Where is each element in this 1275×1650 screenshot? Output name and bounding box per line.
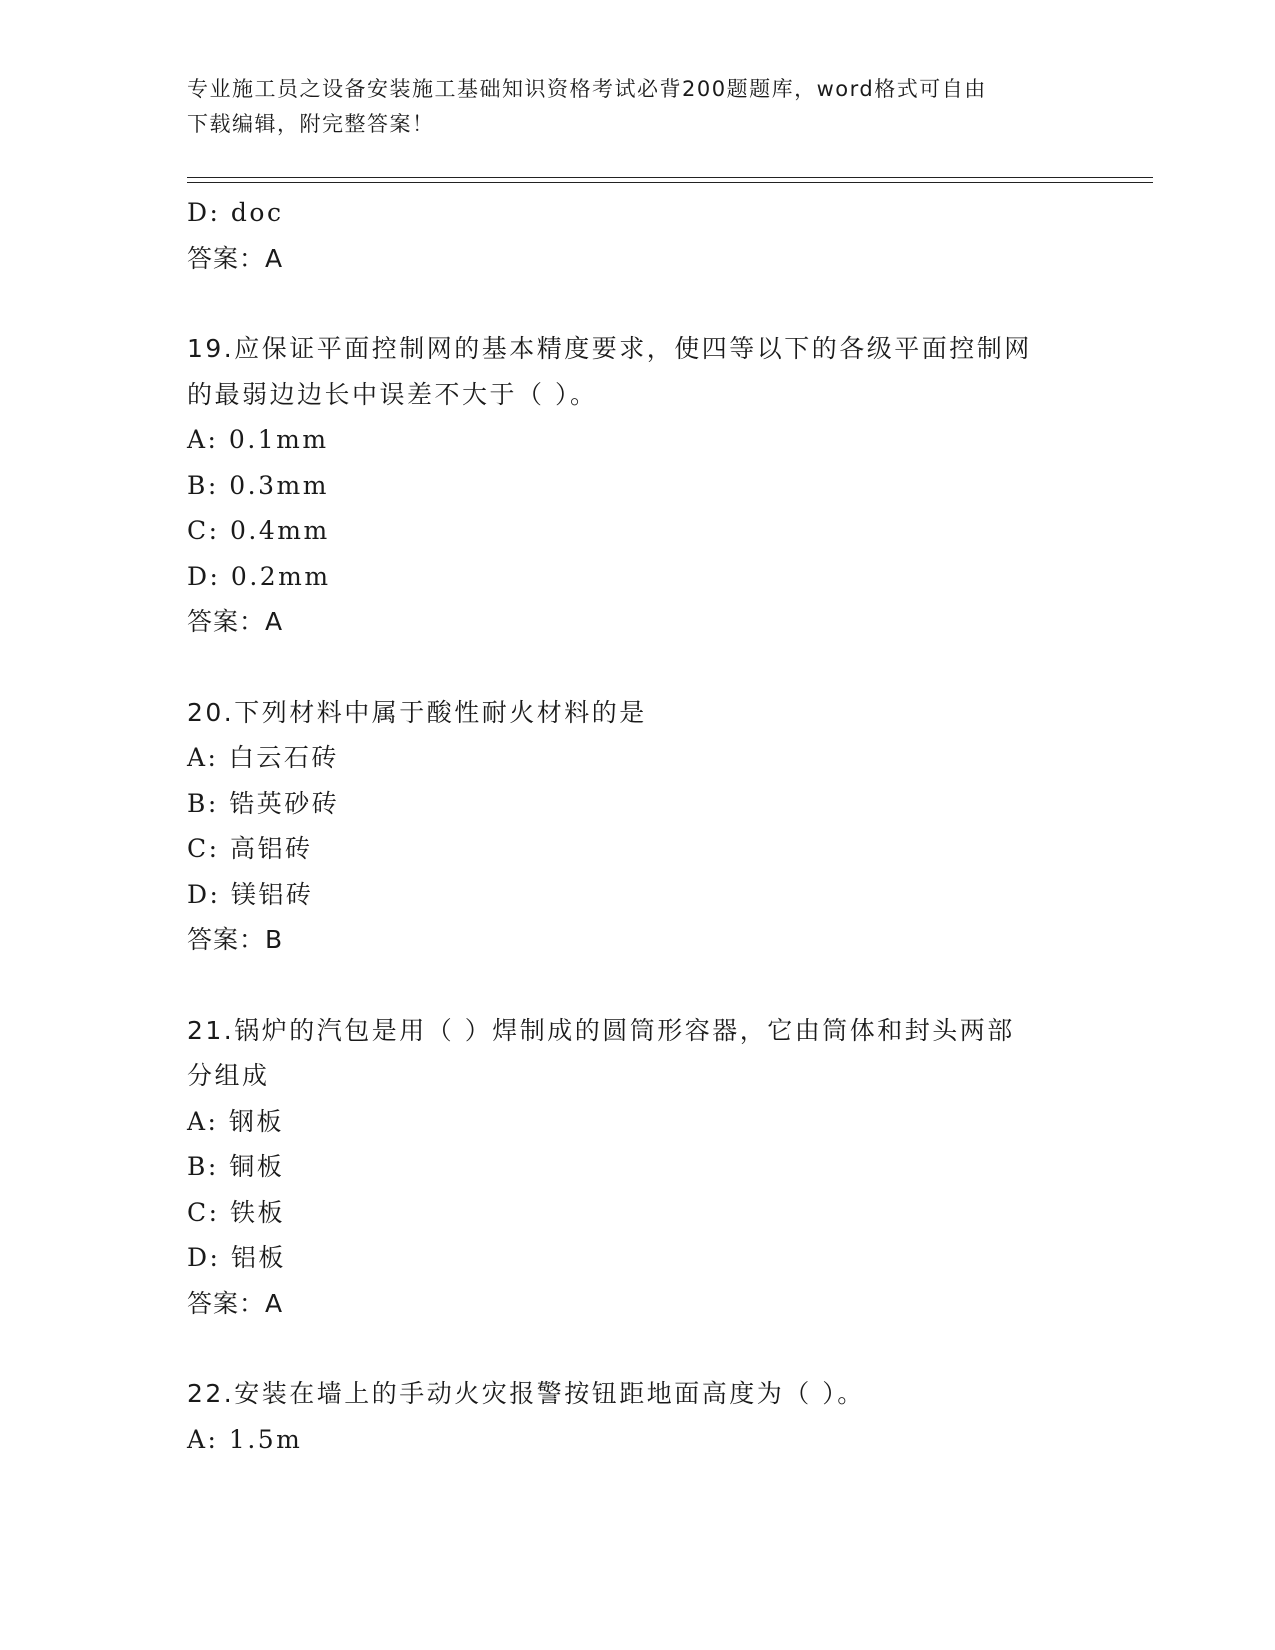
option-a: A: 1.5m	[187, 1424, 303, 1454]
option-b: B: 锆英砂砖	[187, 788, 340, 818]
question-20	[187, 690, 1087, 963]
question-text-line: 21.锅炉的汽包是用（ ）焊制成的圆筒形容器，它由筒体和封头两部	[187, 1015, 1015, 1045]
header-rule-bottom	[187, 182, 1153, 183]
option-d: D: 铝板	[187, 1243, 286, 1272]
question-19	[187, 326, 1087, 645]
question-21	[187, 1008, 1087, 1327]
option-c: C: 高铝砖	[187, 834, 313, 863]
answer-line: 答案：A	[187, 607, 284, 636]
answer-line: 答案：B	[187, 925, 284, 954]
option-c: C: 0.4mm	[187, 516, 330, 545]
answer-line: 答案：A	[187, 1288, 284, 1318]
question-text-line: 22.安装在墙上的手动火灾报警按钮距地面高度为（ ）。	[187, 1379, 865, 1408]
header-rule-top	[187, 177, 1153, 178]
option-a: A: 钢板	[187, 1106, 284, 1136]
option-d: D: doc	[187, 198, 284, 227]
question-22	[187, 1371, 1087, 1462]
option-a: A: 0.1mm	[187, 425, 329, 454]
option-c: C: 铁板	[187, 1197, 285, 1227]
document-header	[187, 72, 1067, 142]
option-d: D: 镁铝砖	[187, 879, 314, 909]
option-d: D: 0.2mm	[187, 561, 331, 591]
document-body	[187, 190, 1087, 1462]
option-b: B: 铜板	[187, 1152, 285, 1181]
option-b: B: 0.3mm	[187, 470, 329, 500]
question-text-line: 的最弱边边长中误差不大于（ ）。	[187, 379, 598, 409]
option-a: A: 白云石砖	[187, 743, 339, 772]
question-text-line: 19.应保证平面控制网的基本精度要求，使四等以下的各级平面控制网	[187, 334, 1032, 363]
header-line-2: 下载编辑，附完整答案！	[187, 112, 435, 136]
question-text-line: 分组成	[187, 1061, 270, 1090]
question-text-line: 20.下列材料中属于酸性耐火材料的是	[187, 697, 647, 727]
header-line-1: 专业施工员之设备安装施工基础知识资格考试必背200题题库，word格式可自由	[187, 77, 987, 101]
answer-line: 答案：A	[187, 243, 284, 273]
